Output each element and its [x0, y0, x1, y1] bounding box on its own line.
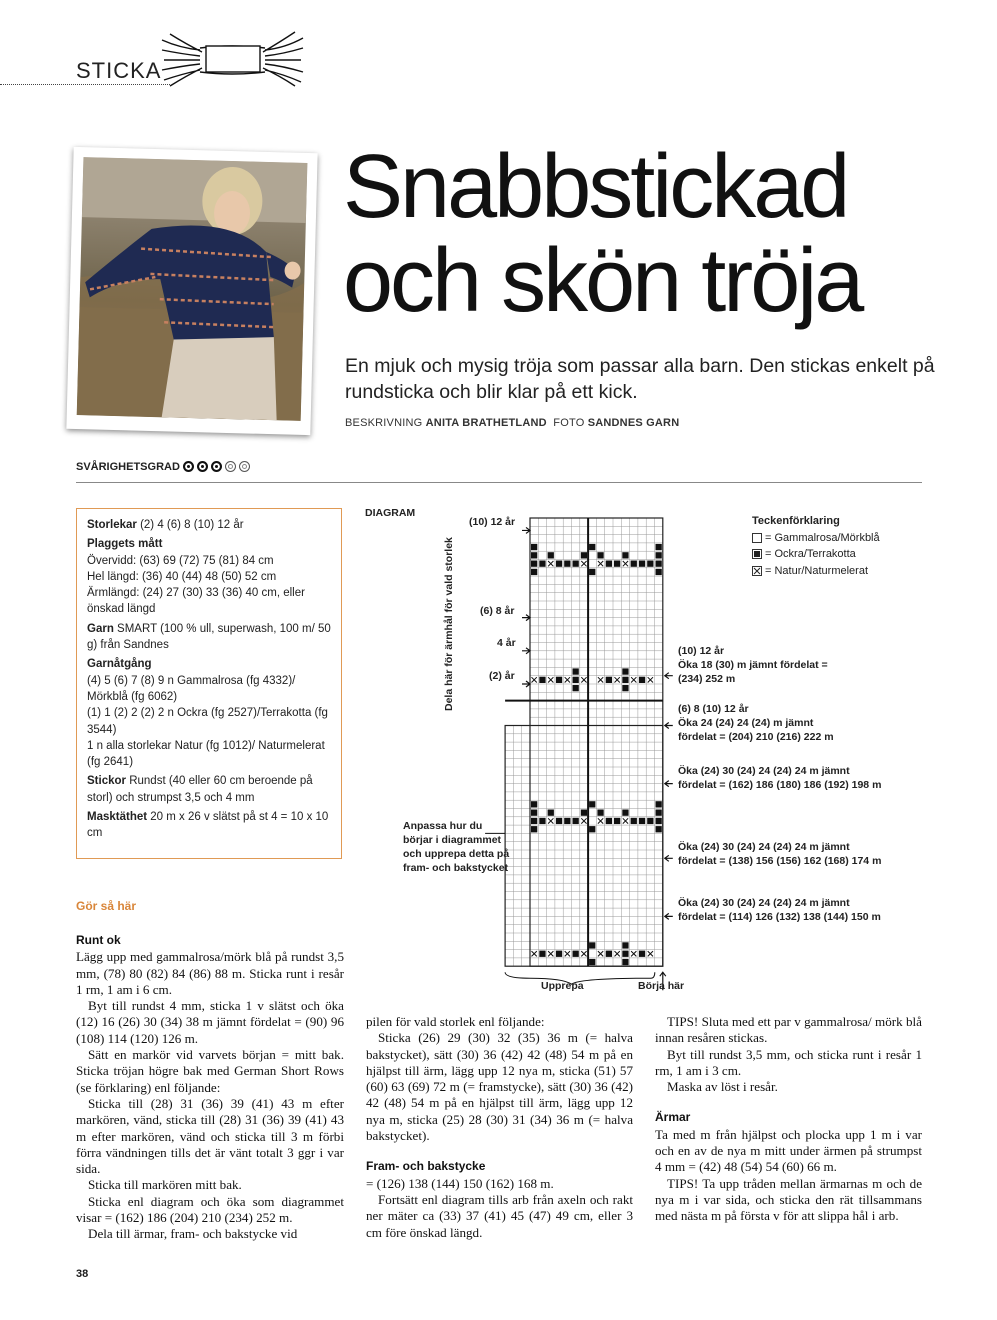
knitting-chart: [360, 510, 690, 1000]
swatch-dark-icon: [752, 549, 762, 559]
photo-child-sweater: [77, 157, 308, 421]
repeat-label: Upprepa: [541, 980, 584, 992]
note-3: Öka (24) 30 (24) 24 (24) 24 m jämnt fördelat = (162) 186 (180) 186 (192) 198 m: [678, 765, 882, 791]
text-column-3: TIPS! Sluta med ett par v gammalrosa/ mörk blå innan resåren stickas. Byt till rundst 3,5 mm, och sticka runt i resår 1 rm, 1 am i 3 cm. Maska av löst i resår. Ärmar Ta med m från hjälpst och plocka upp 1 m i var och en av de nya m mitt under ärmen på strumpst 4 mm = (42) 48 (54) 54 (60) 66 m. TIPS! Ta upp tråden mellan ärmarnas m och de nya m i var sida, och sticka den rät tillsammans med nästa m på första v för att slippa hål i arb.: [655, 1014, 922, 1224]
size-mark-4: 4 år: [497, 637, 516, 649]
size-mark-12: (10) 12 år: [469, 516, 516, 528]
spec-box: Storlekar (2) 4 (6) 8 (10) 12 år Plaggets mått Övervidd: (63) 69 (72) 75 (81) 84 cm Hel längd: (36) 40 (44) 48 (50) 52 cm Ärmlängd: (24) 27 (30) 33 (36) 40 cm, eller önskad längd Garn SMART (100 % ull, superwash, 100 m/ 50 g) från Sandnes Garnåtgång (4) 5 (6) 7 (8) 9 n Gammalrosa (fg 4332)/ Mörkblå (fg 6062) (1) 1 (2) 2 (2) 2 n Ockra (fg 2527)/Terrakotta (fg 3544) 1 n alla storlekar Natur (fg 1012)/ Naturmelerat (fg 2641) Stickor Rundst (40 eller 60 cm beroende på storl) och strumpst 3,5 och 4 mm Masktäthet 20 m x 26 v slätst på st 4 = 10 x 10 cm: [76, 508, 342, 859]
text-column-1: Runt ok Lägg upp med gammalrosa/mörk blå på rundst 3,5 mm, (78) 80 (82) 84 (86) 88 m. Sticka runt i resår 1 rm, 1 am i 6 cm. Byt till rundst 4 mm, sticka 1 v slätst och öka (12) 16 (26) 30 (34) 38 m jämnt fördelat = (90) 96 (108) 114 (120) 126 m. Sätt en markör vid varvets början = mitt bak. Sticka tröjan högre bak med German Short Rows (se förklaring) enl följande: Sticka till (28) 31 (36) 39 (41) 43 m efter markören, vänd, sticka till (28) 31 (36) 39 (41) 43 m efter markören, vänd och sticka till 3 m förbi förra vändningen tills det är vänt totalt 3 ggr i var sida. Sticka till markören mitt bak. Sticka enl diagram och öka som diagrammet visar = (162) 186 (204) 210 (234) 252 m. Dela till ärmar, fram- och bakstycke vid: [76, 933, 344, 1242]
section-label: STICKA: [76, 58, 162, 83]
diagram-vertical-label: Dela här för ärmhål för vald storlek: [443, 537, 455, 711]
content-divider: [76, 482, 922, 483]
start-label: Börja här: [638, 980, 685, 992]
swatch-light-icon: [752, 533, 762, 543]
text-column-2: pilen för vald storlek enl följande: Sticka (26) 29 (30) 32 (35) 36 m (= halva bakstycket), sätt (30) 36 (42) 42 (48) 54 m på en hjälpst till ärm, lägg upp 12 nya m, sticka (51) 57 (60) 63 (69) 72 m (= framstycke), sätt (30) 36 (42) 42 (48) 54 m på en hjälpst till ärm, lägg upp 12 nya m, sticka (25) 28 (30) 31 (34) 36 m (= halva bakstycket). Fram- och bakstycke = (126) 138 (144) 150 (162) 168 m. Fortsätt enl diagram tills arb från axeln och rakt ner mäter ca (33) 37 (41) 45 (47) 49 cm, eller 3 cm före önskad längd.: [366, 1014, 633, 1240]
difficulty-dot-icon: [225, 461, 236, 472]
howto-heading: Gör så här: [76, 899, 137, 913]
note-5: Öka (24) 30 (24) 24 (24) 24 m jämnt fördelat = (114) 126 (132) 138 (144) 150 m: [678, 897, 881, 923]
page-title: Snabbstickad och skön tröja: [343, 137, 862, 331]
note-2: (6) 8 (10) 12 år Öka 24 (24) 24 (24) m jämnt fördelat = (204) 210 (216) 222 m: [678, 703, 834, 743]
difficulty-dot-icon: [211, 461, 222, 472]
difficulty-dot-icon: [183, 461, 194, 472]
difficulty-dot-icon: [239, 461, 250, 472]
difficulty-label: SVÅRIGHETSGRAD: [76, 461, 180, 473]
chart-legend: Teckenförklaring = Gammalrosa/Mörkblå = Ockra/Terrakotta = Natur/Naturmelerat: [752, 515, 880, 577]
note-4: Öka (24) 30 (24) 24 (24) 24 m jämnt fördelat = (138) 156 (156) 162 (168) 174 m: [678, 841, 882, 867]
note-1: (10) 12 år Öka 18 (30) m jämnt fördelat = (234) 252 m: [678, 645, 828, 685]
size-mark-8: (6) 8 år: [480, 605, 515, 617]
page-number: 38: [76, 1268, 89, 1280]
adjust-note: Anpassa hur du börjar i diagrammet och upprepa detta på fram- och bakstycket: [403, 820, 510, 874]
size-mark-2: (2) år: [489, 670, 515, 682]
photo-frame: [66, 147, 317, 435]
lead-text: En mjuk och mysig tröja som passar alla barn. Den stickas enkelt på rundsticka och blir klar på ett kick.: [345, 355, 935, 403]
swatch-cross-icon: [752, 566, 762, 576]
byline: BESKRIVNING ANITA BRATHETLAND FOTO SANDNES GARN: [345, 417, 680, 429]
yarn-skein-icon: [160, 30, 305, 88]
difficulty-rating: [183, 461, 250, 472]
difficulty-dot-icon: [197, 461, 208, 472]
diagram-label: DIAGRAM: [365, 507, 416, 519]
section-divider: [0, 84, 170, 85]
